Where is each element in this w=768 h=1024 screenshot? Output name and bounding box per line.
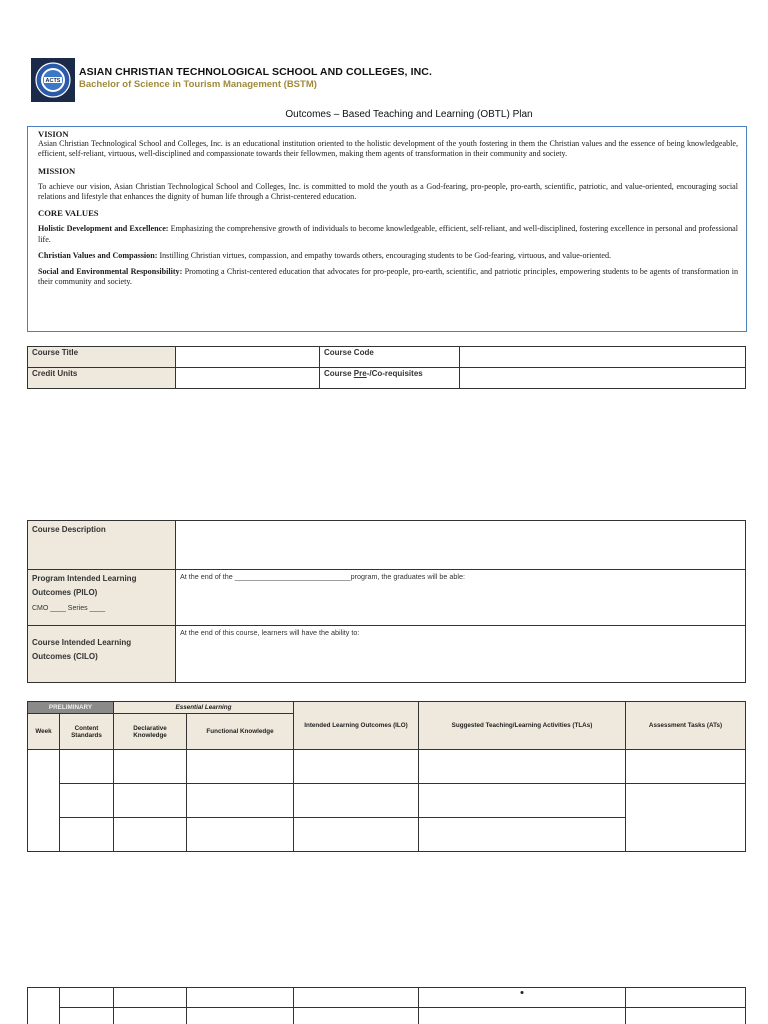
functional-knowledge-header: Functional Knowledge [187, 714, 294, 750]
cilo-label: Course Intended Learning Outcomes (CILO) [28, 626, 176, 683]
tlas-cell[interactable] [419, 1008, 626, 1024]
declarative-cell[interactable] [114, 988, 187, 1008]
mission-heading: MISSION [38, 165, 76, 176]
essential-learning-header: Essential Learning [114, 702, 294, 714]
course-info-table [27, 346, 746, 389]
logo-text: ACTS [45, 78, 61, 84]
declarative-cell[interactable] [114, 1008, 187, 1024]
pilo-label: Program Intended Learning Outcomes (PILO) [32, 574, 137, 597]
course-title-label: Course Title [28, 347, 176, 368]
week-header: Week [28, 714, 60, 750]
core-values-heading: CORE VALUES [38, 208, 99, 219]
declarative-cell[interactable] [114, 750, 187, 784]
tlas-cell[interactable] [419, 750, 626, 784]
table-row [28, 988, 746, 1008]
ats-cell[interactable] [626, 784, 746, 852]
content-standards-cell[interactable] [60, 818, 114, 852]
pilo-field[interactable]: At the end of the _____________________________program, the graduates will be able: [176, 570, 746, 626]
content-standards-header: Content Standards [60, 714, 114, 750]
course-description-field[interactable] [176, 521, 746, 570]
ilo-cell[interactable] [294, 818, 419, 852]
content-standards-cell[interactable] [60, 784, 114, 818]
obtl-plan-table [27, 701, 746, 852]
content-standards-cell[interactable] [60, 750, 114, 784]
ilo-cell[interactable] [294, 784, 419, 818]
content-standards-cell[interactable] [60, 988, 114, 1008]
table-row [28, 784, 746, 818]
functional-cell[interactable] [187, 818, 294, 852]
tlas-cell[interactable] [419, 818, 626, 852]
core-value-item: Holistic Development and Excellence: Emphasizing the comprehensive growth of individuals to become knowledgeable, efficient, self-reliant, and well-disciplined, fostering excellence in personal and professional life. [38, 224, 739, 244]
ilo-cell[interactable] [294, 988, 419, 1008]
functional-cell[interactable] [187, 1008, 294, 1024]
ats-cell[interactable] [626, 750, 746, 784]
content-standards-cell[interactable] [60, 1008, 114, 1024]
prerequisites-label: Course Pre-/Co-requisites [320, 368, 460, 389]
vision-text: Asian Christian Technological School and Colleges, Inc. is an educational institution oriented to the holistic development of the youth fostering in them the Christian values and the essence of being knowledgeable, efficient, self-reliant, virtuous, well-disciplined and compassionate towards their fellowmen, making them agents of transformation in their community and society. [38, 139, 738, 159]
ilo-cell[interactable] [294, 750, 419, 784]
prerequisites-field[interactable] [460, 368, 746, 389]
school-logo [31, 58, 75, 102]
table-row [28, 750, 746, 784]
obtl-plan-table-continued [27, 987, 746, 1024]
course-code-field[interactable] [460, 347, 746, 368]
core-value-item: Christian Values and Compassion: Instilling Christian virtues, compassion, and empathy towards others, encouraging students to be God-fearing, virtuous, and value-oriented. [38, 250, 612, 260]
core-value-item: Social and Environmental Responsibility: Promoting a Christ-centered education that advocates for pro-people, pro-earth, scientific, and patriotic principles, empowering students to be agents of transformation in their community and society. [38, 267, 738, 287]
functional-cell[interactable] [187, 988, 294, 1008]
bullet-icon [521, 991, 524, 994]
declarative-knowledge-header: Declarative Knowledge [114, 714, 187, 750]
school-name: ASIAN CHRISTIAN TECHNOLOGICAL SCHOOL AND COLLEGES, INC. [79, 66, 432, 78]
ats-header: Assessment Tasks (ATs) [626, 702, 746, 750]
vision-heading: VISION [38, 129, 69, 139]
tlas-header: Suggested Teaching/Learning Activities (TLAs) [419, 702, 626, 750]
mission-text: To achieve our vision, Asian Christian Technological School and Colleges, Inc. is committed to mold the youth as a God-fearing, pro-people, pro-earth, scientific, patriotic, and value-oriented, encouraging social relations and lifestyle that enhances the dignity of human life through a Christ-centered education. [38, 181, 738, 202]
pilo-label-cell [28, 570, 176, 626]
course-title-field[interactable] [176, 347, 320, 368]
declarative-cell[interactable] [114, 818, 187, 852]
course-code-label: Course Code [320, 347, 460, 368]
week-cell[interactable] [28, 988, 60, 1024]
ilo-header: Intended Learning Outcomes (ILO) [294, 702, 419, 750]
table-row [28, 1008, 746, 1024]
ats-cell[interactable] [626, 988, 746, 1008]
program-name: Bachelor of Science in Tourism Management (BSTM) [79, 79, 317, 90]
ilo-cell[interactable] [294, 1008, 419, 1024]
tlas-cell[interactable] [419, 988, 626, 1008]
course-description-label: Course Description [28, 521, 176, 570]
credit-units-field[interactable] [176, 368, 320, 389]
course-description-table [27, 520, 746, 683]
preliminary-header: PRELIMINARY [28, 702, 114, 714]
plan-title: Outcomes – Based Teaching and Learning (OBTL) Plan [285, 109, 533, 120]
credit-units-label: Credit Units [28, 368, 176, 389]
functional-cell[interactable] [187, 784, 294, 818]
week-cell[interactable] [28, 750, 60, 852]
vision-mission-box [27, 126, 747, 332]
declarative-cell[interactable] [114, 784, 187, 818]
cilo-field[interactable]: At the end of this course, learners will have the ability to: [176, 626, 746, 683]
tlas-cell[interactable] [419, 784, 626, 818]
functional-cell[interactable] [187, 750, 294, 784]
document-header [31, 58, 731, 104]
pilo-cmo-series: CMO ____ Series ____ [32, 605, 106, 612]
ats-cell[interactable] [626, 1008, 746, 1024]
